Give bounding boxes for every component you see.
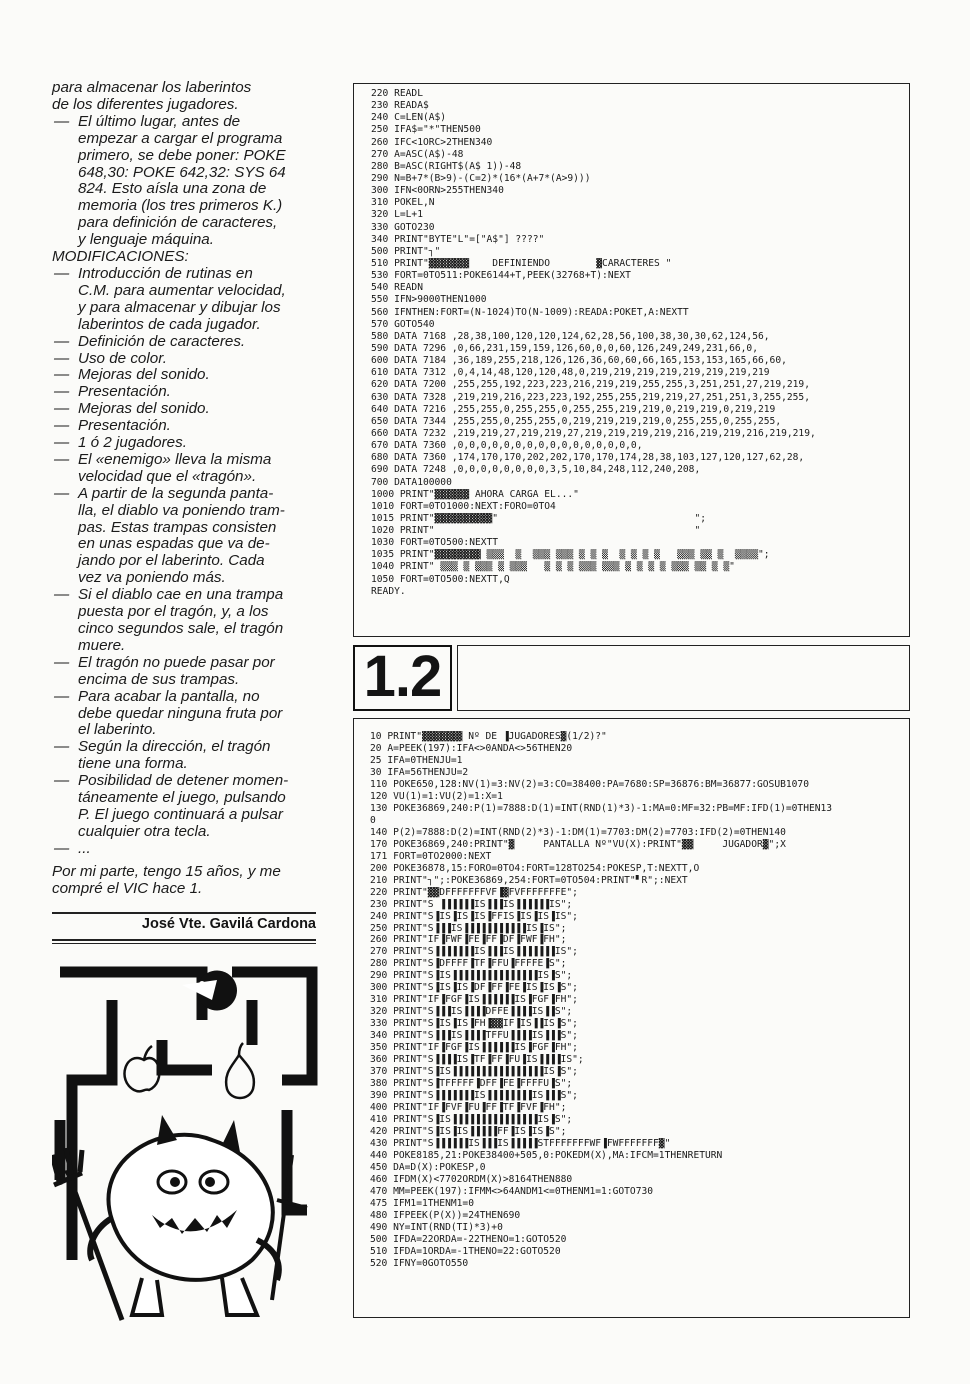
code-line: 360 PRINT"S▐▐▐▐IS▐TF▐FF▐FU▐IS▐▐▐▐IS"; — [370, 1054, 584, 1066]
modification-item: — Para acabar la pantalla, no debe quedar ninguna fruta por el laberinto. — [52, 689, 316, 740]
modification-line: Si el diablo cae en una trampa — [78, 586, 284, 604]
modification-line: pas. Estas trampas consisten — [78, 518, 277, 536]
code-line: 240 PRINT"S▐IS▐IS▐IS▐FFIS▐IS▐IS▐IS"; — [370, 910, 578, 922]
modification-line: encima de sus trampas. — [78, 670, 240, 688]
modification-item: — Si el diablo cae en una trampa puesta por el tragón, y, a los cinco segundos sale, el tragón muere. — [52, 587, 316, 655]
modification-line: Presentación. — [78, 417, 171, 435]
code-listing-1 — [353, 83, 910, 637]
section-number: 1.2 — [353, 645, 452, 711]
code-line: 700 DATA100000 — [371, 476, 452, 488]
code-line: 140 P(2)=7888:D(2)=INT(RND(2)*3)-1:DM(1)=7703:DM(2)=7703:IFD(2)=0THEN140 — [370, 826, 786, 838]
modification-line: tiene una forma. — [78, 755, 188, 773]
author-rule-bottom-thin — [52, 943, 316, 944]
modification-line: Uso de color. — [78, 349, 167, 367]
code-line: 510 IFDA=1ORDA=-1THENO=22:GOTO520 — [370, 1245, 561, 1257]
author-rule-bottom — [52, 939, 316, 941]
maze-wall — [162, 1040, 212, 1070]
code-line: 560 IFNTHEN:FORT=(N-1024)TO(N-1009):READA:POKET,A:NEXTT — [371, 306, 689, 318]
modification-line: lla, el diablo va poniendo tram- — [78, 501, 285, 519]
modification-line: Definición de caracteres. — [78, 332, 246, 350]
code-line: 630 DATA 7328 ,219,219,216,223,223,192,255,255,219,219,27,251,251,3,255,255, — [371, 391, 810, 403]
modification-line: Según la dirección, el tragón — [78, 738, 271, 756]
modification-item: — El «enemigo» lleva la misma velocidad que el «tragón». — [52, 452, 316, 486]
code-line: 290 N=B+7*(B>9)-(C=2)*(16*(A+7*(A>9))) — [371, 172, 591, 184]
code-line: 320 PRINT"S▐▐▐IS▐▐▐▐DFFE▐▐▐▐IS▐▐S"; — [370, 1006, 573, 1018]
code-line: 1040 PRINT" ▒▒▒ ▒ ▒▒▒ ▒ ▒▒▒ ▒ ▒ ▒ ▒▒▒ ▒▒▒ ▒ ▒ ▒ ▒ ▒▒▒ ▒▒ ▒ ▒" — [371, 561, 735, 573]
modification-line: 1 ó 2 jugadores. — [78, 434, 187, 452]
modification-line: táneamente el juego, pulsando — [78, 789, 286, 807]
code-line: READY. — [371, 585, 406, 597]
code-line: 220 READL — [371, 88, 423, 99]
code-listing-2 — [353, 718, 910, 1318]
code-line: 350 PRINT"IF▐FGF▐IS▐▐▐▐▐▐IS▐FGF▐FH"; — [370, 1042, 578, 1054]
code-line: 420 PRINT"S▐IS▐IS▐▐▐▐▐FF▐IS▐IS▐S"; — [370, 1125, 567, 1137]
modification-line: El tragón no puede pasar por — [78, 653, 275, 671]
modification-item: — Introducción de rutinas en C.M. para aumentar velocidad, y para almacenar y dibujar los laberintos de cada jugador. — [52, 266, 316, 334]
code-line: 340 PRINT"S▐▐▐IS▐▐▐▐TFFU▐▐▐▐IS▐▐▐S"; — [370, 1030, 578, 1042]
modification-item: — Presentación. — [52, 384, 316, 401]
code-line: 110 POKE650,128:NV(1)=3:NV(2)=3:CO=38400:PA=7680:SP=36876:BM=36877:GOSUB1070 — [370, 778, 809, 790]
code-line: 590 DATA 7296 ,0,66,231,159,159,126,60,0,0,60,126,249,249,231,66,0, — [371, 342, 758, 354]
pear-icon — [226, 1043, 254, 1098]
maze-wall — [60, 972, 202, 1020]
code-line: 580 DATA 7168 ,28,38,100,120,120,124,62,28,56,100,38,30,30,62,124,56, — [371, 330, 770, 342]
code-line: 480 IFPEEK(P(X))=24THEN690 — [370, 1209, 521, 1221]
modification-item: — ... — [52, 841, 316, 858]
modification-line: vez va poniendo más. — [78, 569, 226, 587]
modification-item: — Uso de color. — [52, 351, 316, 368]
code-line: 470 MM=PEEK(197):IFMM<>64ANDM1<=0THENM1=1:GOTO730 — [370, 1185, 654, 1197]
code-line: 550 IFN>9000THEN1000 — [371, 294, 487, 306]
modification-item: — Mejoras del sonido. — [52, 367, 316, 384]
code-line: 460 IFDM(X)<7702ORDM(X)>8164THEN880 — [370, 1173, 573, 1185]
modification-line: cinco segundos sale, el tragón — [78, 620, 284, 637]
code-line: 390 PRINT"S▐▐▐▐▐▐▐IS▐▐▐▐▐▐▐▐IS▐▐▐S"; — [370, 1090, 578, 1102]
code-line: 540 READN — [371, 282, 423, 294]
code-line: 280 PRINT"S▐DFFFF▐TF▐FFU▐FFFFE▐S"; — [370, 958, 567, 970]
code-line: 280 B=ASC(RIGHT$(A$ 1))-48 — [371, 160, 522, 172]
code-line: 1015 PRINT"▓▓▓▓▓▓▓▓▓▓" "; — [371, 512, 707, 524]
code-line: 310 PRINT"IF▐FGF▐IS▐▐▐▐▐▐IS▐FGF▐FH"; — [370, 994, 578, 1006]
intro-line: para almacenar los laberintos — [52, 79, 252, 96]
bullet-line: 648,30: POKE 642,32: SYS 64 — [78, 163, 286, 181]
modification-line: ... — [78, 839, 91, 857]
code-line: 475 IFM1=1THENM1=0 — [370, 1197, 474, 1209]
section-header-box — [457, 645, 910, 711]
modification-item: — Mejoras del sonido. — [52, 401, 316, 418]
code-line: 210 PRINT"┐";:POKE36869,254:FORT=0TO504:PRINT"▘R";:NEXT — [370, 874, 688, 886]
cartoon-illustration — [52, 960, 318, 1330]
code-line: 230 READA$ — [371, 100, 429, 112]
code-line: 300 PRINT"S▐IS▐IS▐DF▐FF▐FE▐IS▐IS▐S"; — [370, 982, 578, 994]
code-line: 650 DATA 7344 ,255,255,0,255,255,0,219,219,219,219,0,255,255,0,255,255, — [371, 415, 782, 427]
modification-line: velocidad que el «tragón». — [78, 467, 257, 485]
devil-icon — [90, 1115, 279, 1315]
closing-line: Por mi parte, tengo 15 años, y me — [52, 862, 281, 880]
code-line: 200 POKE36878,15:FORO=0TO4:FORT=128TO254:POKESP,T:NEXTT,O — [370, 862, 700, 874]
modification-item: — Posibilidad de detener momen- táneamente el juego, pulsando P. El juego continuará a pulsar cualquier otra tecla. — [52, 773, 316, 841]
modification-line: el laberinto. — [78, 721, 157, 739]
modification-line: Mejoras del sonido. — [78, 400, 210, 418]
code-line: 250 IFA$="*"THEN500 — [371, 124, 481, 136]
modification-item: — Presentación. — [52, 418, 316, 435]
code-line: 330 GOTO230 — [371, 221, 435, 233]
modification-line: puesta por el tragón, y, a los — [78, 603, 269, 621]
modification-line: y para almacenar y dibujar los — [78, 298, 281, 316]
modification-line: laberintos de cada jugador. — [78, 315, 261, 333]
code-line: 20 A=PEEK(197):IFA<>0ANDA<>56THEN20 — [370, 742, 573, 754]
modification-line: A partir de la segunda panta- — [78, 484, 274, 502]
modification-item: — 1 ó 2 jugadores. — [52, 435, 316, 452]
modification-line: muere. — [78, 636, 126, 654]
modification-line: Mejoras del sonido. — [78, 366, 210, 384]
code-line: 490 NY=INT(RND(TI)*3)+0 — [370, 1221, 503, 1233]
bullet-line: para definición de caracteres, — [78, 214, 278, 232]
modification-line: debe quedar ninguna fruta por — [78, 704, 283, 722]
code-line: 270 PRINT"S▐▐▐▐▐▐▐IS▐▐▐IS▐▐▐▐▐▐▐IS"; — [370, 946, 578, 958]
code-line: 310 POKEL,N — [371, 197, 435, 209]
code-line: 1000 PRINT"▓▓▓▓▓▓ AHORA CARGA EL..." — [371, 488, 579, 500]
modifications-heading: MODIFICACIONES: — [52, 248, 189, 266]
bullet-line: memoria (los tres primeros K.) — [78, 197, 283, 215]
code-line: 1050 FORT=0TO500:NEXTT,Q — [371, 573, 510, 585]
code-line: 260 PRINT"IF▐FWF▐FE▐FF▐DF▐FWF▐FH"; — [370, 934, 567, 946]
author-name: José Vte. Gavilá Cardona — [141, 916, 316, 932]
code-line: 570 GOTO540 — [371, 318, 435, 330]
modification-item: — El tragón no puede pasar por encima de sus trampas. — [52, 655, 316, 689]
modifications-list — [52, 266, 316, 858]
code-line: 1030 FORT=0TO500:NEXTT — [371, 537, 499, 549]
code-line: 340 PRINT"BYTE"L"=["A$"] ????" — [371, 233, 545, 245]
code-line: 370 PRINT"S▐IS▐▐▐▐▐▐▐▐▐▐▐▐▐▐▐▐IS▐S"; — [370, 1066, 578, 1078]
apple-icon — [125, 1046, 160, 1091]
code-line: 450 DA=D(X):POKESP,0 — [370, 1161, 486, 1173]
bullet-line: empezar a cargar el programa — [78, 129, 283, 147]
code-line: 620 DATA 7200 ,255,255,192,223,223,216,219,219,255,255,3,251,251,27,219,219, — [371, 379, 810, 391]
code-line: 230 PRINT"S ▐▐▐▐▐▐IS▐▐▐IS▐▐▐▐▐▐IS"; — [370, 898, 573, 910]
closing-line: compré el VIC hace 1. — [52, 879, 203, 897]
code-line: 510 PRINT"▓▓▓▓▓▓▓ DEFINIENDO ▓CARACTERES " — [371, 257, 672, 269]
code-line: 240 C=LEN(A$) — [371, 112, 447, 124]
code-line: 220 PRINT"▓▓DFFFFFFFVF▐▓FVFFFFFFFE"; — [370, 886, 578, 898]
intro-line: de los diferentes jugadores. — [52, 95, 239, 113]
bullet-line: El último lugar, antes de — [78, 112, 241, 130]
maze-wall — [232, 972, 312, 1080]
code-line: 520 IFNY=0GOTO550 — [370, 1257, 469, 1269]
modification-line: cualquier otra tecla. — [78, 822, 211, 840]
code-line: 25 IFA=0THENJU=1 — [370, 754, 463, 766]
modification-item: — Definición de caracteres. — [52, 334, 316, 351]
modification-item: — Según la dirección, el tragón tiene una forma. — [52, 739, 316, 773]
code-line: 1010 FORT=0TO1000:NEXT:FORO=0TO4 — [371, 500, 556, 512]
code-line: 600 DATA 7184 ,36,189,255,218,126,126,36,60,60,66,165,153,153,165,66,60, — [371, 355, 787, 367]
modification-line: El «enemigo» lleva la misma — [78, 450, 272, 468]
modification-line: jando por el laberinto. Cada — [78, 552, 265, 570]
author-rule-top — [52, 912, 316, 914]
code-line: 30 IFA=56THENJU=2 — [370, 766, 469, 778]
modification-item: — A partir de la segunda panta- lla, el diablo va poniendo tram- pas. Estas trampas consisten en unas espadas que va de- jando por el laberinto. Cada vez va poniendo más. — [52, 486, 316, 587]
modification-line: en unas espadas que va de- — [78, 535, 270, 553]
code-line: 530 FORT=0TO511:POKE6144+T,PEEK(32768+T):NEXT — [371, 270, 631, 282]
code-line: 680 DATA 7360 ,174,170,170,202,202,170,170,174,28,38,103,127,120,127,62,28, — [371, 452, 805, 464]
modification-line: C.M. para aumentar velocidad, — [78, 281, 286, 299]
code-line: 270 A=ASC(A$)-48 — [371, 148, 464, 160]
code-line: 400 PRINT"IF▐FVF▐FU▐FF▐TF▐FVF▐FH"; — [370, 1102, 567, 1114]
code-line: 320 L=L+1 — [371, 209, 423, 221]
code-line: 410 PRINT"S▐IS▐▐▐▐▐▐▐▐▐▐▐▐▐▐▐IS▐S"; — [370, 1114, 573, 1125]
code-line: 640 DATA 7216 ,255,255,0,255,255,0,255,255,219,219,0,219,219,0,219,219 — [371, 403, 776, 415]
modification-line: Para acabar la pantalla, no — [78, 687, 260, 705]
code-line: 670 DATA 7360 ,0,0,0,0,0,0,0,0,0,0,0,0,0,0,0,0, — [371, 440, 643, 452]
code-line: 610 DATA 7312 ,0,4,14,48,120,120,48,0,219,219,219,219,219,219,219,219 — [371, 367, 770, 379]
code-line: 330 PRINT"S▐IS▐IS▐FH▐▓▓IF▐IS▐▐IS▐S"; — [370, 1018, 578, 1030]
code-line: 0 — [370, 814, 376, 826]
code-line: 10 PRINT"▓▓▓▓▓▓▓ Nº DE ▐JUGADORES▓(1/2)?" — [370, 731, 607, 742]
code-line: 130 POKE36869,240:P(1)=7888:D(1)=INT(RND(1)*3)-1:MA=0:MF=32:PB=MF:IFD(1)=0THEN13 — [370, 802, 833, 814]
code-line: 500 PRINT"┐" — [371, 245, 441, 257]
bullet-line: primero, se debe poner: POKE — [78, 146, 286, 164]
code-line: 660 DATA 7232 ,219,219,27,219,219,27,219,219,219,219,216,219,219,216,219,219, — [371, 427, 816, 439]
code-line: 170 POKE36869,240:PRINT"▓ PANTALLA Nº"VU(X):PRINT"▓▓ JUGADOR▓";X — [370, 838, 786, 850]
bullet-line: 824. Esto aísla una zona de — [78, 180, 267, 198]
code-line: 500 IFDA=22ORDA=-22THENO=1:GOTO520 — [370, 1233, 567, 1245]
code-line: 120 VU(1)=1:VU(2)=1:X=1 — [370, 790, 503, 802]
code-line: 440 POKE8185,21:POKE38400+505,0:POKEDM(X),MA:IFCM=1THENRETURN — [370, 1149, 723, 1161]
code-line: 430 PRINT"S▐▐▐▐▐▐IS▐▐▐IS▐▐▐▐▐STFFFFFFFWF▐FWFFFFFFF▓" — [370, 1137, 671, 1149]
bullet-line: y lenguaje máquina. — [78, 231, 214, 249]
modification-line: Introducción de rutinas en — [78, 264, 253, 282]
code-line: 1035 PRINT"▓▓▓▓▓▓▓▓ ▒▒▒ ▒ ▒▒▒ ▒▒▒ ▒ ▒ ▒ ▒ ▒ ▒ ▒ ▒▒▒ ▒▒ ▒ ▒▒▒▒"; — [371, 549, 770, 561]
code-line: 300 IFN<0ORN>255THEN340 — [371, 185, 504, 197]
code-line: 380 PRINT"S▐TFFFFF▐DFF▐FE▐FFFFU▐S"; — [370, 1078, 573, 1090]
modification-line: Posibilidad de detener momen- — [78, 772, 289, 790]
code-line: 690 DATA 7248 ,0,0,0,0,0,0,0,0,3,5,10,84,248,112,240,208, — [371, 464, 701, 476]
article-text-column — [52, 80, 316, 898]
code-line: 290 PRINT"S▐IS▐▐▐▐▐▐▐▐▐▐▐▐▐▐▐IS▐S"; — [370, 970, 573, 982]
code-line: 260 IFC<1ORC>2THEN340 — [371, 136, 493, 148]
code-line: 171 FORT=0TO2000:NEXT — [370, 850, 492, 862]
modification-line: Presentación. — [78, 383, 171, 401]
code-line: 250 PRINT"S▐▐▐IS▐▐▐▐▐▐▐▐▐▐▐IS▐IS"; — [370, 922, 567, 934]
code-line: 1020 PRINT" " — [371, 525, 701, 537]
modification-line: P. El juego continuará a pulsar — [78, 805, 283, 823]
bullet-item: — El último lugar, antes de empezar a cargar el programa primero, se debe poner: POKE 648,30: POKE 642,32: SYS 64 824. Esto aísla una zona de memoria (los tres primeros K.) para definición de caracteres, y lenguaje máquina. — [52, 114, 316, 249]
